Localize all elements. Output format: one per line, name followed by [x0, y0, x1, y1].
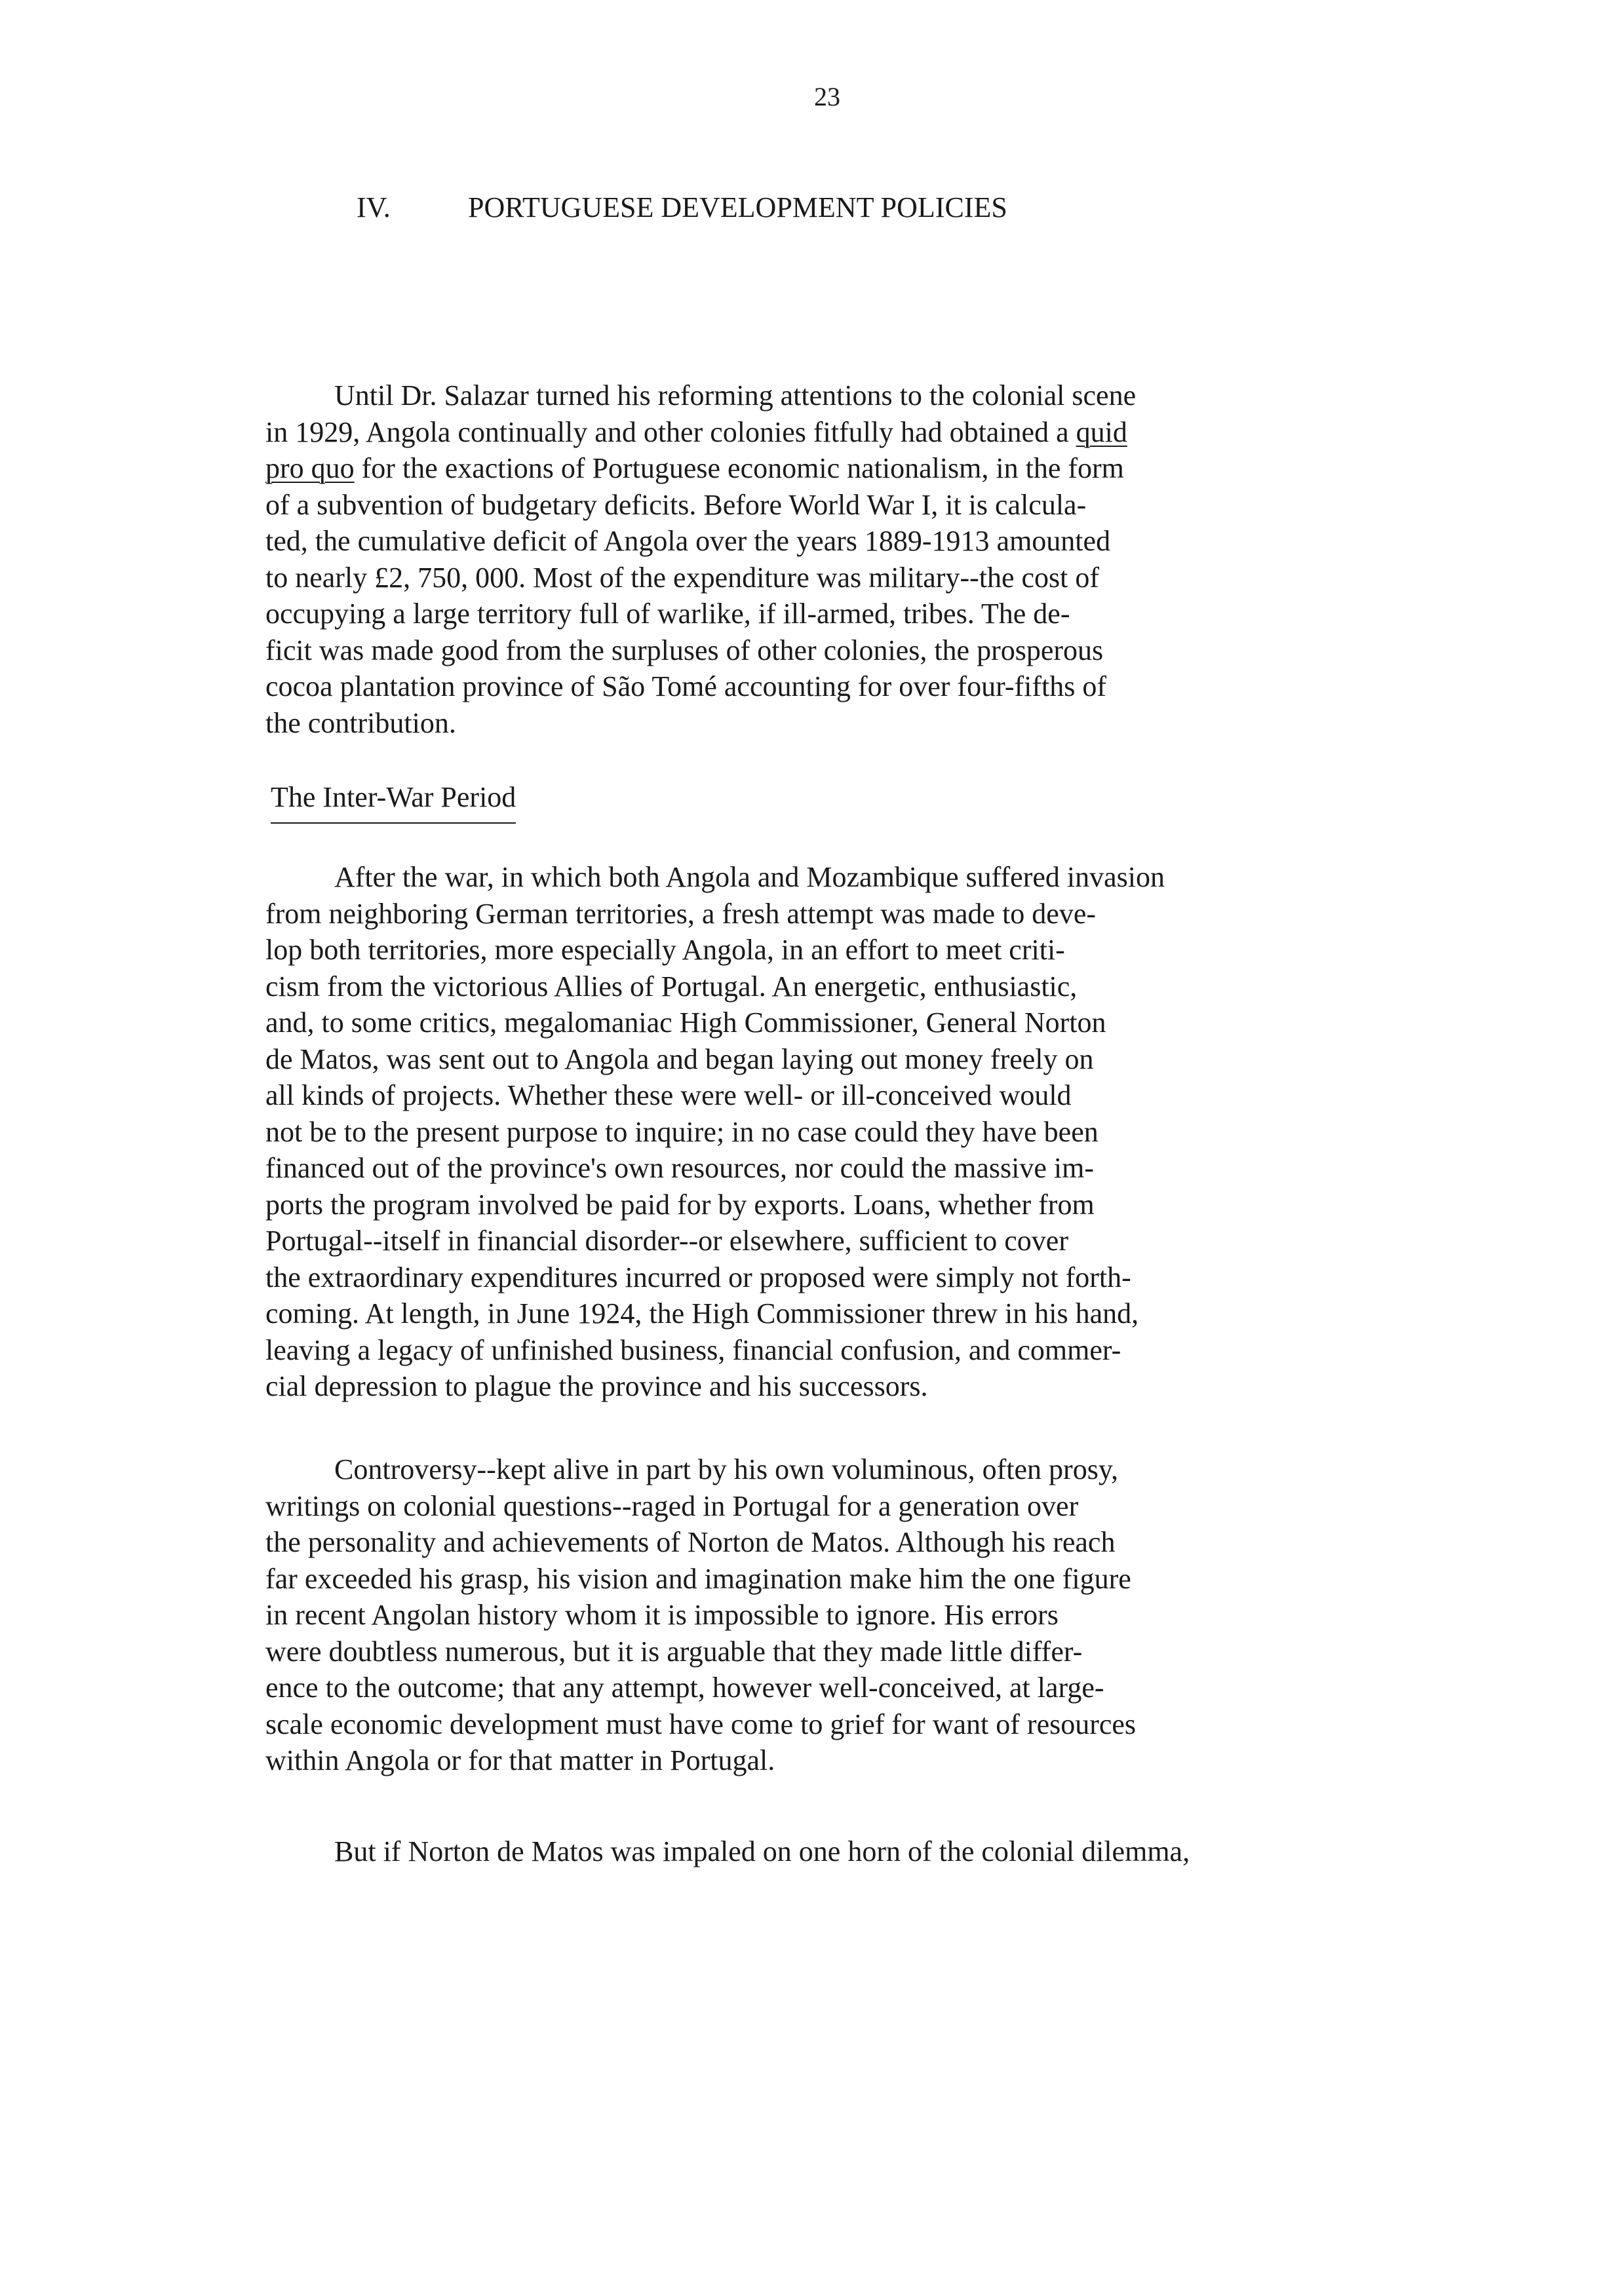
- paragraph-line: lop both territories, more especially Angola, in an effort to meet criti-: [265, 934, 1065, 966]
- paragraph-line: ted, the cumulative deficit of Angola over the years 1889-1913 amounted: [265, 525, 1111, 557]
- paragraph-line: and, to some critics, megalomaniac High Commissioner, General Norton: [265, 1006, 1106, 1039]
- underlined-term: quid: [1076, 415, 1127, 448]
- paragraph-line: far exceeded his grasp, his vision and imagination make him the one figure: [265, 1562, 1131, 1595]
- paragraph-line: cism from the victorious Allies of Portugal. An energetic, enthusiastic,: [265, 970, 1078, 1003]
- paragraph-line: Until Dr. Salazar turned his reforming attentions to the colonial scene: [334, 379, 1137, 411]
- paragraph-line: occupying a large territory full of warlike, if ill-armed, tribes. The de-: [265, 598, 1070, 630]
- paragraph-line: to nearly £2, 750, 000. Most of the expenditure was military--the cost of: [265, 561, 1100, 594]
- paragraph-line: cial depression to plague the province and his successors.: [265, 1370, 928, 1402]
- paragraph-line: from neighboring German territories, a fresh attempt was made to deve-: [265, 897, 1096, 930]
- paragraph-line: [265, 450, 1380, 487]
- paragraph-line: Controversy--kept alive in part by his own voluminous, often prosy,: [334, 1453, 1118, 1485]
- chapter-numeral: IV.: [357, 191, 391, 223]
- paragraph-line: leaving a legacy of unfinished business, financial confusion, and commer-: [265, 1333, 1121, 1366]
- paragraph-line: the extraordinary expenditures incurred or proposed were simply not forth-: [265, 1261, 1131, 1293]
- underlined-term: pro quo: [265, 452, 355, 484]
- paragraph-line: Portugal--itself in financial disorder--or elsewhere, sufficient to cover: [265, 1225, 1068, 1257]
- paragraph-after-the-war: [265, 859, 1380, 1405]
- paragraph-norton-dilemma: [265, 1833, 1380, 1870]
- paragraph-line: After the war, in which both Angola and Mozambique suffered invasion: [334, 861, 1165, 893]
- paragraph-line: ports the program involved be paid for by exports. Loans, whether from: [265, 1188, 1095, 1221]
- paragraph-salazar-intro: [265, 377, 1380, 741]
- paragraph-line: financed out of the province's own resources, nor could the massive im-: [265, 1152, 1095, 1184]
- paragraph-line: the personality and achievements of Norton de Matos. Although his reach: [265, 1526, 1116, 1558]
- chapter-heading: [357, 193, 1007, 222]
- paragraph-line: coming. At length, in June 1924, the High Commissioner threw in his hand,: [265, 1297, 1139, 1330]
- paragraph-line: in recent Angolan history whom it is impossible to ignore. His errors: [265, 1599, 1059, 1631]
- paragraph-line: not be to the present purpose to inquire; in no case could they have been: [265, 1115, 1099, 1148]
- text-segment: in 1929, Angola continually and other colonies fitfully had obtained a: [265, 415, 1076, 448]
- paragraph-line: were doubtless numerous, but it is arguable that they made little differ-: [265, 1635, 1083, 1668]
- text-segment: for the exactions of Portuguese economic nationalism, in the form: [354, 452, 1124, 484]
- section-heading: The Inter-War Period: [271, 783, 516, 824]
- paragraph-line: de Matos, was sent out to Angola and began laying out money freely on: [265, 1043, 1094, 1075]
- paragraph-line: the contribution.: [265, 706, 456, 739]
- paragraph-line: within Angola or for that matter in Portugal.: [265, 1744, 775, 1776]
- paragraph-line: ficit was made good from the surpluses of other colonies, the prosperous: [265, 634, 1104, 666]
- paragraph-line: cocoa plantation province of São Tomé accounting for over four-fifths of: [265, 670, 1107, 702]
- paragraph-line: ence to the outcome; that any attempt, however well-conceived, at large-: [265, 1672, 1104, 1704]
- paragraph-line: all kinds of projects. Whether these were well- or ill-conceived would: [265, 1079, 1072, 1111]
- paragraph-line: of a subvention of budgetary deficits. Before World War I, it is calcula-: [265, 488, 1087, 521]
- page-number: 23: [814, 82, 840, 111]
- paragraph-line: writings on colonial questions--raged in Portugal for a generation over: [265, 1489, 1079, 1522]
- paragraph-line: [265, 414, 1380, 451]
- paragraph-line: scale economic development must have come to grief for want of resources: [265, 1708, 1137, 1740]
- paragraph-controversy: [265, 1451, 1380, 1779]
- paragraph-line: But if Norton de Matos was impaled on one horn of the colonial dilemma,: [334, 1835, 1190, 1867]
- chapter-title: PORTUGUESE DEVELOPMENT POLICIES: [468, 191, 1007, 223]
